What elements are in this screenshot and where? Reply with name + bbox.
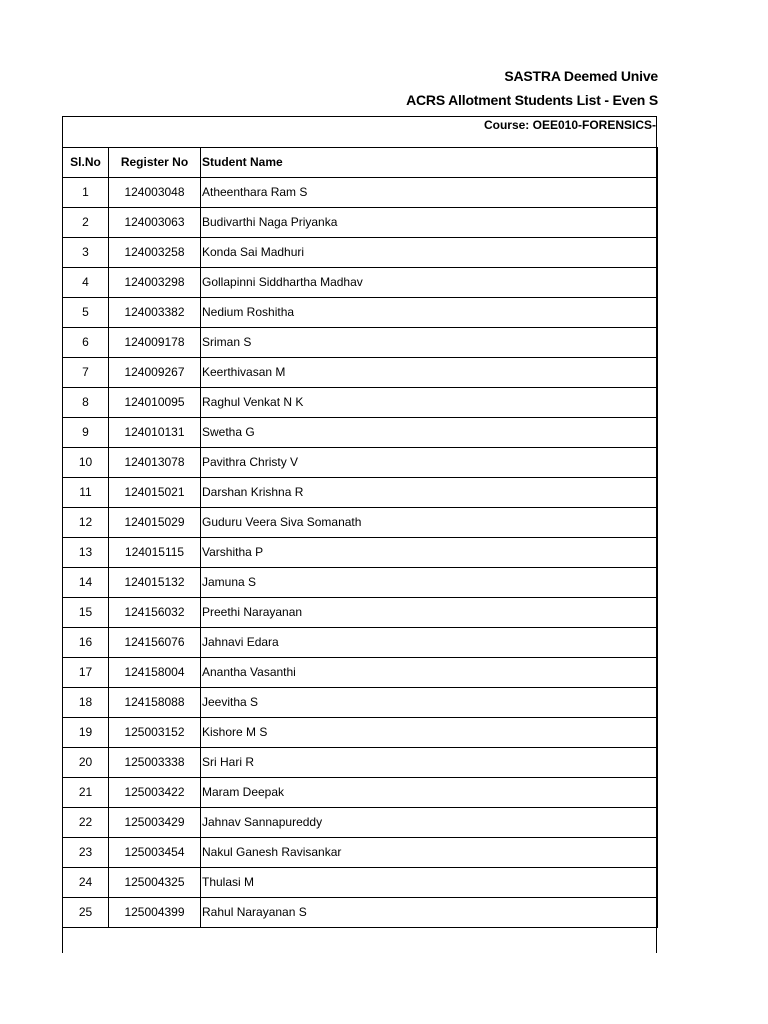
table-row [63,898,658,928]
cell-student-name: Anantha Vasanthi [201,658,658,688]
course-label: Course: OEE010-FORENSICS- [483,118,656,132]
cell-register-no: 124158004 [109,658,201,688]
cell-slno: 11 [63,478,109,508]
table-row [63,628,658,658]
cell-student-name: Keerthivasan M [201,358,658,388]
cell-student-name: Jahnavi Edara [201,628,658,658]
table-row [63,208,658,238]
cell-register-no: 124003258 [109,238,201,268]
table-row [63,688,658,718]
table-header-row [63,148,658,178]
cell-student-name: Sri Hari R [201,748,658,778]
column-header-student-name: Student Name [201,148,658,178]
cell-slno: 20 [63,748,109,778]
table-row [63,838,658,868]
cell-slno: 25 [63,898,109,928]
table-row [63,778,658,808]
cell-slno: 6 [63,328,109,358]
cell-slno: 15 [63,598,109,628]
cell-register-no: 125003429 [109,808,201,838]
students-table [62,147,658,928]
cell-slno: 1 [63,178,109,208]
cell-student-name: Pavithra Christy V [201,448,658,478]
cell-slno: 3 [63,238,109,268]
cell-slno: 10 [63,448,109,478]
cell-register-no: 125003422 [109,778,201,808]
table-row [63,538,658,568]
cell-register-no: 124158088 [109,688,201,718]
cell-register-no: 124015132 [109,568,201,598]
cell-student-name: Kishore M S [201,718,658,748]
cell-register-no: 125003338 [109,748,201,778]
table-row [63,358,658,388]
cell-student-name: Sriman S [201,328,658,358]
cell-register-no: 124003298 [109,268,201,298]
cell-register-no: 125003454 [109,838,201,868]
cell-student-name: Rahul Narayanan S [201,898,658,928]
table-row [63,718,658,748]
cell-slno: 14 [63,568,109,598]
cell-student-name: Swetha G [201,418,658,448]
student-list-sheet [62,116,657,953]
cell-register-no: 124003382 [109,298,201,328]
list-title: ACRS Allotment Students List - Even S [406,92,658,108]
cell-slno: 4 [63,268,109,298]
cell-student-name: Darshan Krishna R [201,478,658,508]
cell-slno: 16 [63,628,109,658]
column-header-register-no: Register No [109,148,201,178]
table-row [63,388,658,418]
cell-register-no: 124003063 [109,208,201,238]
column-header-slno: Sl.No [63,148,109,178]
cell-slno: 8 [63,388,109,418]
table-row [63,448,658,478]
cell-register-no: 124015021 [109,478,201,508]
cell-student-name: Jeevitha S [201,688,658,718]
cell-register-no: 125004399 [109,898,201,928]
cell-slno: 12 [63,508,109,538]
cell-slno: 23 [63,838,109,868]
cell-student-name: Nakul Ganesh Ravisankar [201,838,658,868]
table-row [63,808,658,838]
cell-slno: 7 [63,358,109,388]
table-row [63,748,658,778]
cell-register-no: 124015029 [109,508,201,538]
institution-title: SASTRA Deemed Unive [504,68,658,84]
cell-register-no: 124015115 [109,538,201,568]
cell-student-name: Atheenthara Ram S [201,178,658,208]
cell-student-name: Nedium Roshitha [201,298,658,328]
table-row [63,268,658,298]
cell-student-name: Gollapinni Siddhartha Madhav [201,268,658,298]
cell-slno: 24 [63,868,109,898]
cell-student-name: Varshitha P [201,538,658,568]
cell-slno: 18 [63,688,109,718]
cell-register-no: 124009267 [109,358,201,388]
cell-register-no: 124156076 [109,628,201,658]
cell-register-no: 125003152 [109,718,201,748]
cell-slno: 19 [63,718,109,748]
table-row [63,568,658,598]
table-row [63,508,658,538]
cell-slno: 13 [63,538,109,568]
table-row [63,418,658,448]
cell-slno: 21 [63,778,109,808]
cell-register-no: 125004325 [109,868,201,898]
cell-student-name: Jamuna S [201,568,658,598]
cell-register-no: 124156032 [109,598,201,628]
table-row [63,238,658,268]
cell-register-no: 124009178 [109,328,201,358]
cell-slno: 22 [63,808,109,838]
cell-register-no: 124010131 [109,418,201,448]
cell-slno: 17 [63,658,109,688]
cell-slno: 2 [63,208,109,238]
table-row [63,868,658,898]
cell-register-no: 124013078 [109,448,201,478]
table-row [63,328,658,358]
cell-student-name: Konda Sai Madhuri [201,238,658,268]
table-row [63,598,658,628]
table-row [63,178,658,208]
cell-slno: 9 [63,418,109,448]
table-row [63,658,658,688]
cell-slno: 5 [63,298,109,328]
cell-student-name: Guduru Veera Siva Somanath [201,508,658,538]
table-row [63,298,658,328]
cell-student-name: Raghul Venkat N K [201,388,658,418]
table-row [63,478,658,508]
cell-student-name: Thulasi M [201,868,658,898]
cell-register-no: 124003048 [109,178,201,208]
cell-student-name: Budivarthi Naga Priyanka [201,208,658,238]
cell-register-no: 124010095 [109,388,201,418]
cell-student-name: Maram Deepak [201,778,658,808]
cell-student-name: Preethi Narayanan [201,598,658,628]
cell-student-name: Jahnav Sannapureddy [201,808,658,838]
